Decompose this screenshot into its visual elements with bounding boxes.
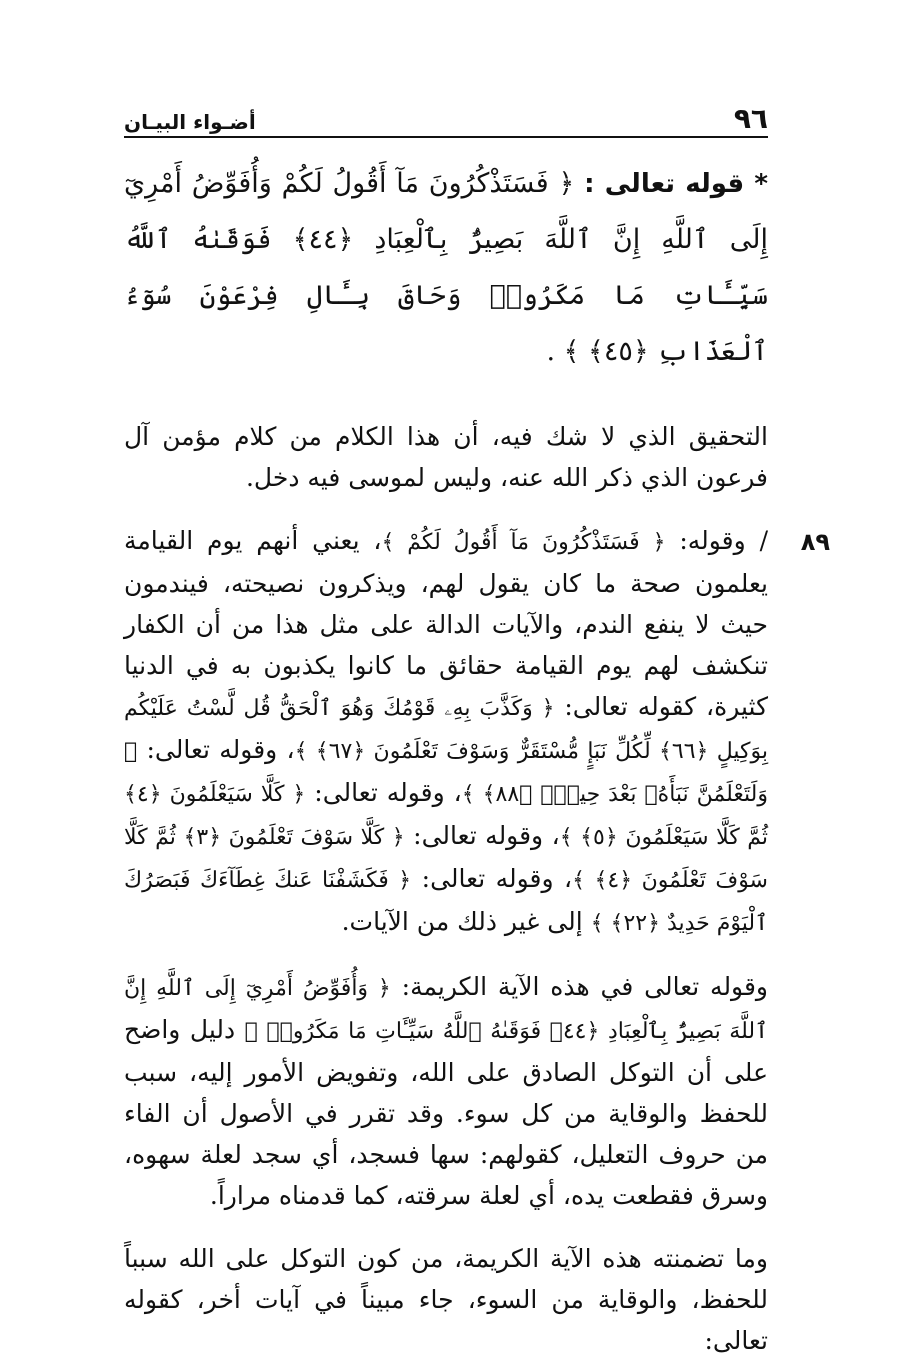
paragraph-2 [124, 520, 768, 944]
paragraph-1: التحقيق الذي لا شك فيه، أن هذا الكلام من كلام مؤمن آل فرعون الذي ذكر الله عنه، وليس لموسى فيه دخل. [124, 422, 768, 492]
para3-text-b: دليل واضح على أن التوكل الصادق على الله، وتفويض الأمور إليه، سبب للحفظ والوقاية من كل سوء. وقد تقرر في الأصول أن الفاء من حروف التعليل، كقولهم: سها فسجد، أي سجد لعلة سهوه، وسرق فقطعت يده، أي لعلة سرقته، كما قدمناه مراراً. [124, 1015, 768, 1210]
para2-verse-a: ﴿ فَسَتَذْكُرُونَ مَآ أَقُولُ لَكُمْ ﴾ [381, 530, 666, 555]
book-page [124, 96, 830, 1361]
para2-verse-f: ﴿ فَكَشَفْنَا عَنكَ غِطَآءَكَ فَبَصَرُكَ ٱلْيَوْمَ حَدِيدٌ ﴿٢٢﴾ ﴾ [124, 868, 768, 936]
paragraph-3 [124, 966, 768, 1216]
verse-heading [124, 156, 768, 380]
page-number: ٩٦ [733, 102, 768, 135]
paragraph-2-wrap [124, 520, 830, 944]
para2-text-e: ، وقوله تعالى: [404, 821, 560, 850]
running-title: أضـواء البيـان [124, 110, 256, 134]
para2-verse-b: ﴿ وَكَذَّبَ بِهِۦ قَوْمُكَ وَهُوَ ٱلْحَقُّ قُل لَّسْتُ عَلَيْكُم بِوَكِيلٍ ﴿٦٦﴾ لِّكُلِّ نَبَإٍ مُّسْتَقَرٌّ وَسَوْفَ تَعْلَمُونَ ﴿٦٧﴾ ﴾ [124, 696, 768, 764]
heading-intro: * قوله تعالى : [584, 169, 768, 199]
para2-text-b: ، يعني أنهم يوم القيامة يعلمون صحة ما كان يقول لهم، ويذكرون نصيحته، فيندمون حيث لا ينفع الندم، والآيات الدالة على مثل هذا من أن الكفار تنكشف لهم يوم القيامة حقائق ما كانوا يكذبون به في الدنيا كثيرة، كقوله تعالى: [124, 526, 768, 721]
para2-text-g: إلى غير ذلك من الآيات. [341, 907, 591, 936]
para2-text-d: ، وقوله تعالى: [305, 778, 462, 807]
para3-verse-a: ﴿ وَأُفَوِّضُ أَمْرِيٓ إِلَى ٱللَّهِ إِنَّ ٱللَّهَ بَصِيرٌۢ بِٱلْعِبَادِ ﴿٤٤﴾ فَوَقَىٰهُ ٱللَّهُ سَيِّـَٔاتِ مَا مَكَرُوا۟ ﴾ [124, 976, 768, 1044]
para2-verse-d: ﴿ كَلَّا سَيَعْلَمُونَ ﴿٤﴾ ثُمَّ كَلَّا سَيَعْلَمُونَ ﴿٥﴾ ﴾ [124, 782, 768, 850]
heading-verse: ﴿ فَسَتَذْكُرُونَ مَآ أَقُولُ لَكُمْ وَأُفَوِّضُ أَمْرِيٓ إِلَى ٱللَّهِ إِنَّ ٱللَّهَ بَصِيرٌۢ بِٱلْعِبَادِ ﴿٤٤﴾ فَوَقَىٰهُ ٱللَّهُ سَيِّـَٔاتِ مَا مَكَرُوا۟ وَحَاقَ بِـَٔالِ فِرْعَوْنَ سُوٓءُ ٱلْعَذَابِ ﴿٤٥﴾ ﴾ . [124, 168, 768, 367]
page-header [124, 96, 768, 138]
para2-verse-e: ﴿ كَلَّا سَوْفَ تَعْلَمُونَ ﴿٣﴾ ثُمَّ كَلَّا سَوْفَ تَعْلَمُونَ ﴿٤﴾ ﴾ [124, 825, 768, 893]
paragraph-4: وما تضمنته هذه الآية الكريمة، من كون التوكل على الله سبباً للحفظ، والوقاية من السوء، جاء مبيناً في آيات أخر، كقوله تعالى: [124, 1244, 768, 1355]
para3-text-a: وقوله تعالى في هذه الآية الكريمة: [390, 972, 768, 1001]
para2-text-a: / وقوله: [665, 526, 768, 555]
margin-reference: ٨٩ [800, 528, 830, 556]
para2-text-f: ، وقوله تعالى: [411, 864, 573, 893]
para2-verse-c: ﴿ وَلَتَعْلَمُنَّ نَبَأَهُۥ بَعْدَ حِينٍۭ ﴿٨٨﴾ ﴾ [124, 739, 768, 807]
para2-text-c: ، وقوله تعالى: [137, 735, 295, 764]
